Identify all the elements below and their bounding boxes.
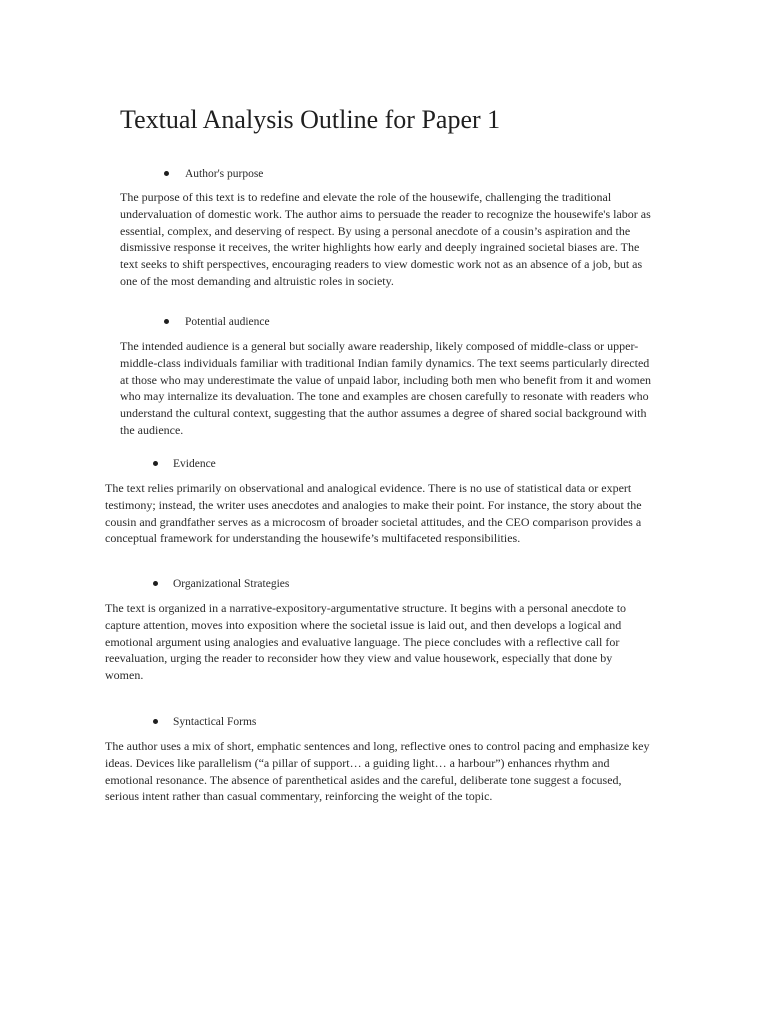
section-body: The text relies primarily on observational and analogical evidence. There is no use of statistical data or expert testimony; instead, the writer uses anecdotes and analogies to make their point. For instance, the story about the cousin and grandfather serves as a microcosm of broader societal attitudes, and the CEO comparison provides a conceptual framework for understanding the housewife’s multifaceted responsibilities. [105, 481, 642, 546]
bullet-icon [164, 319, 169, 324]
section-heading [120, 313, 656, 331]
section-potential-audience [120, 313, 656, 439]
bullet-icon [164, 171, 169, 176]
section-heading-text: Evidence [173, 458, 216, 470]
section-evidence [105, 455, 653, 547]
bullet-icon [153, 581, 158, 586]
section-heading-text: Organizational Strategies [173, 578, 290, 590]
section-heading [105, 575, 653, 593]
section-heading-text: Syntactical Forms [173, 716, 257, 728]
section-heading [105, 455, 653, 473]
section-heading [105, 713, 653, 731]
section-syntactical-forms [105, 713, 653, 805]
section-heading [120, 165, 656, 183]
section-organizational-strategies [105, 575, 653, 684]
section-body: The purpose of this text is to redefine and elevate the role of the housewife, challenging the traditional undervaluation of domestic work. The author aims to persuade the reader to recognize the housewife's labor as essential, complex, and deserving of respect. By using a personal anecdote of a cousin’s aspiration and the dismissive response it receives, the writer highlights how early and deeply ingrained societal biases are. The text seeks to shift perspectives, encouraging readers to view domestic work not as an absence of a job, but as one of the most demanding and altruistic roles in society. [120, 190, 651, 288]
section-body: The intended audience is a general but socially aware readership, likely composed of middle-class or upper-middle-class individuals familiar with traditional Indian family dynamics. The text seems particularly directed at those who may underestimate the value of unpaid labor, including both men who benefit from it and women who may internalize its devaluation. The tone and examples are chosen carefully to resonate with readers who understand the cultural context, suggesting that the author assumes a degree of shared social background with the audience. [120, 339, 652, 437]
bullet-icon [153, 461, 158, 466]
section-body: The author uses a mix of short, emphatic sentences and long, reflective ones to control pacing and emphasize key ideas. Devices like parallelism (“a pillar of support… a guiding light… a harbour”) enhances rhythm and emotional resonance. The absence of parenthetical asides and the careful, deliberate tone suggest a focused, serious intent rather than casual commentary, reinforcing the weight of the topic. [105, 739, 650, 804]
section-heading-text: Author's purpose [185, 168, 264, 180]
section-heading-text: Potential audience [185, 316, 270, 328]
page-title: Textual Analysis Outline for Paper 1 [120, 105, 501, 134]
section-body: The text is organized in a narrative-expository-argumentative structure. It begins with a personal anecdote to capture attention, moves into exposition where the societal issue is laid out, and then develops a logical and emotional argument using analogies and evaluative language. The piece concludes with a reflective call for reevaluation, urging the reader to reconsider how they view and value housework, especially that done by women. [105, 601, 627, 683]
bullet-icon [153, 719, 158, 724]
section-authors-purpose [120, 165, 656, 290]
